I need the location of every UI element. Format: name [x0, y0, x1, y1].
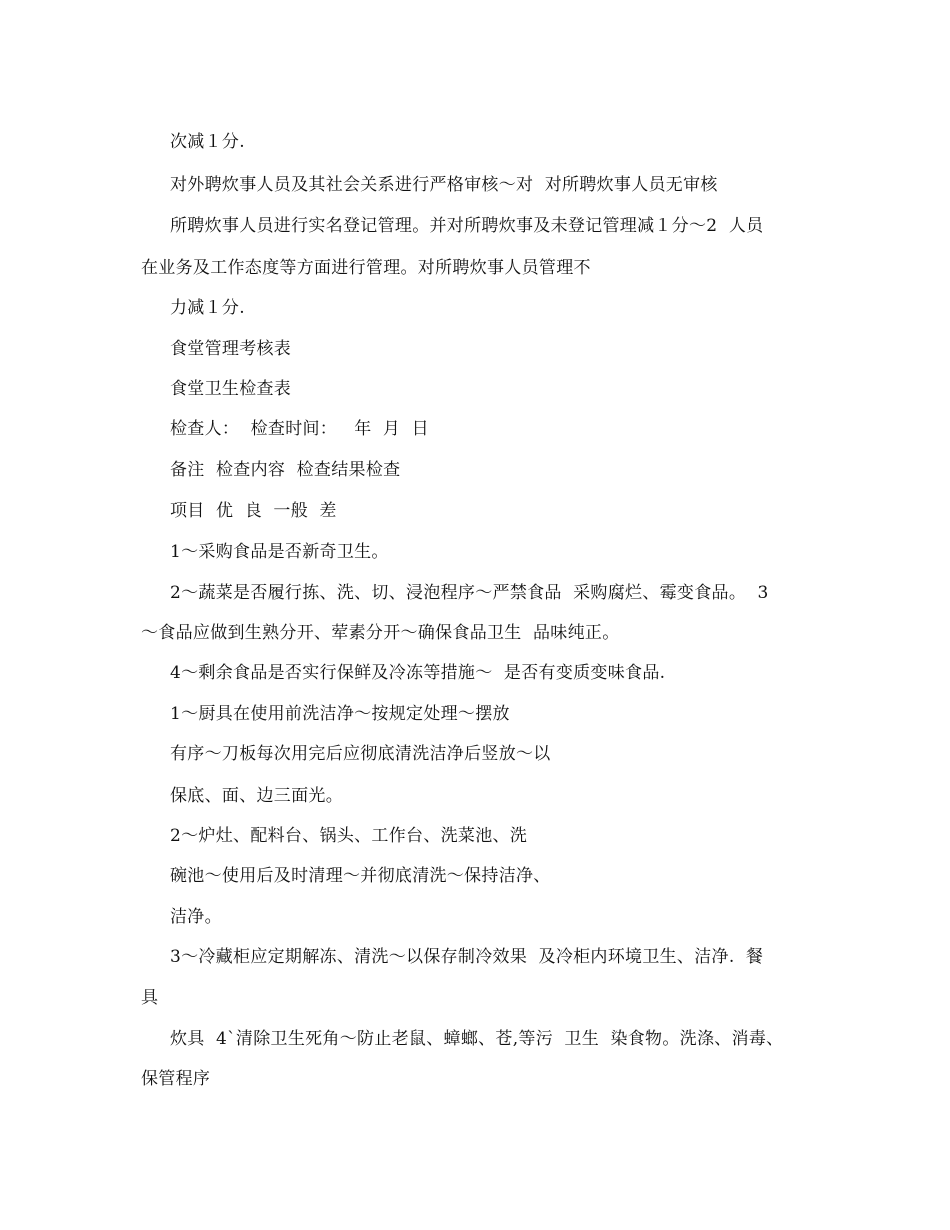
text-line: 具 — [141, 988, 159, 1008]
text-line: 2～蔬菜是否履行拣、洗、切、浸泡程序～严禁食品 采购腐烂、霉变食品。 3 — [170, 583, 769, 603]
text-line: 保管程序 — [141, 1069, 211, 1089]
text-line: 4～剩余食品是否实行保鲜及冷冻等措施～ 是否有变质变味食品. — [170, 663, 666, 683]
text-line: ～食品应做到生熟分开、荤素分开～确保食品卫生 品味纯正。 — [141, 623, 620, 643]
text-line: 洁净。 — [170, 907, 222, 927]
text-line: 有序～刀板每次用完后应彻底清洗洁净后竖放～以 — [170, 744, 551, 764]
text-line: 碗池～使用后及时清理～并彻底清洗～保持洁净、 — [170, 866, 551, 886]
table-header-line: 项目 优 良 一般 差 — [170, 501, 337, 521]
text-line: 对外聘炊事人员及其社会关系进行严格审核～对 对所聘炊事人员无审核 — [170, 175, 718, 195]
inspector-line: 检查人： 检查时间： 年 月 日 — [170, 419, 429, 439]
text-line: 炊具 4`清除卫生死角～防止老鼠、蟑螂、苍,等污 卫生 染食物。洗涤、消毒、 — [170, 1029, 784, 1049]
text-line: 3～冷藏柜应定期解冻、清洗～以保存制冷效果 及冷柜内环境卫生、洁净. 餐 — [170, 947, 764, 967]
section-title: 食堂管理考核表 — [170, 339, 292, 359]
text-line: 力减１分. — [170, 298, 245, 318]
text-line: 所聘炊事人员进行实名登记管理。并对所聘炊事及未登记管理减１分～2 人员 — [170, 216, 764, 236]
text-line: 1～厨具在使用前洗洁净～按规定处理～摆放 — [170, 704, 510, 724]
table-header-line: 备注 检查内容 检查结果检查 — [170, 460, 401, 480]
text-line: 次减１分. — [170, 132, 245, 152]
text-line: 1～采购食品是否新奇卫生。 — [170, 542, 389, 562]
text-line: 2～炉灶、配料台、锅头、工作台、洗菜池、洗 — [170, 826, 528, 846]
section-title: 食堂卫生检查表 — [170, 379, 292, 399]
text-line: 在业务及工作态度等方面进行管理。对所聘炊事人员管理不 — [141, 258, 591, 278]
text-line: 保底、面、边三面光。 — [170, 786, 343, 806]
